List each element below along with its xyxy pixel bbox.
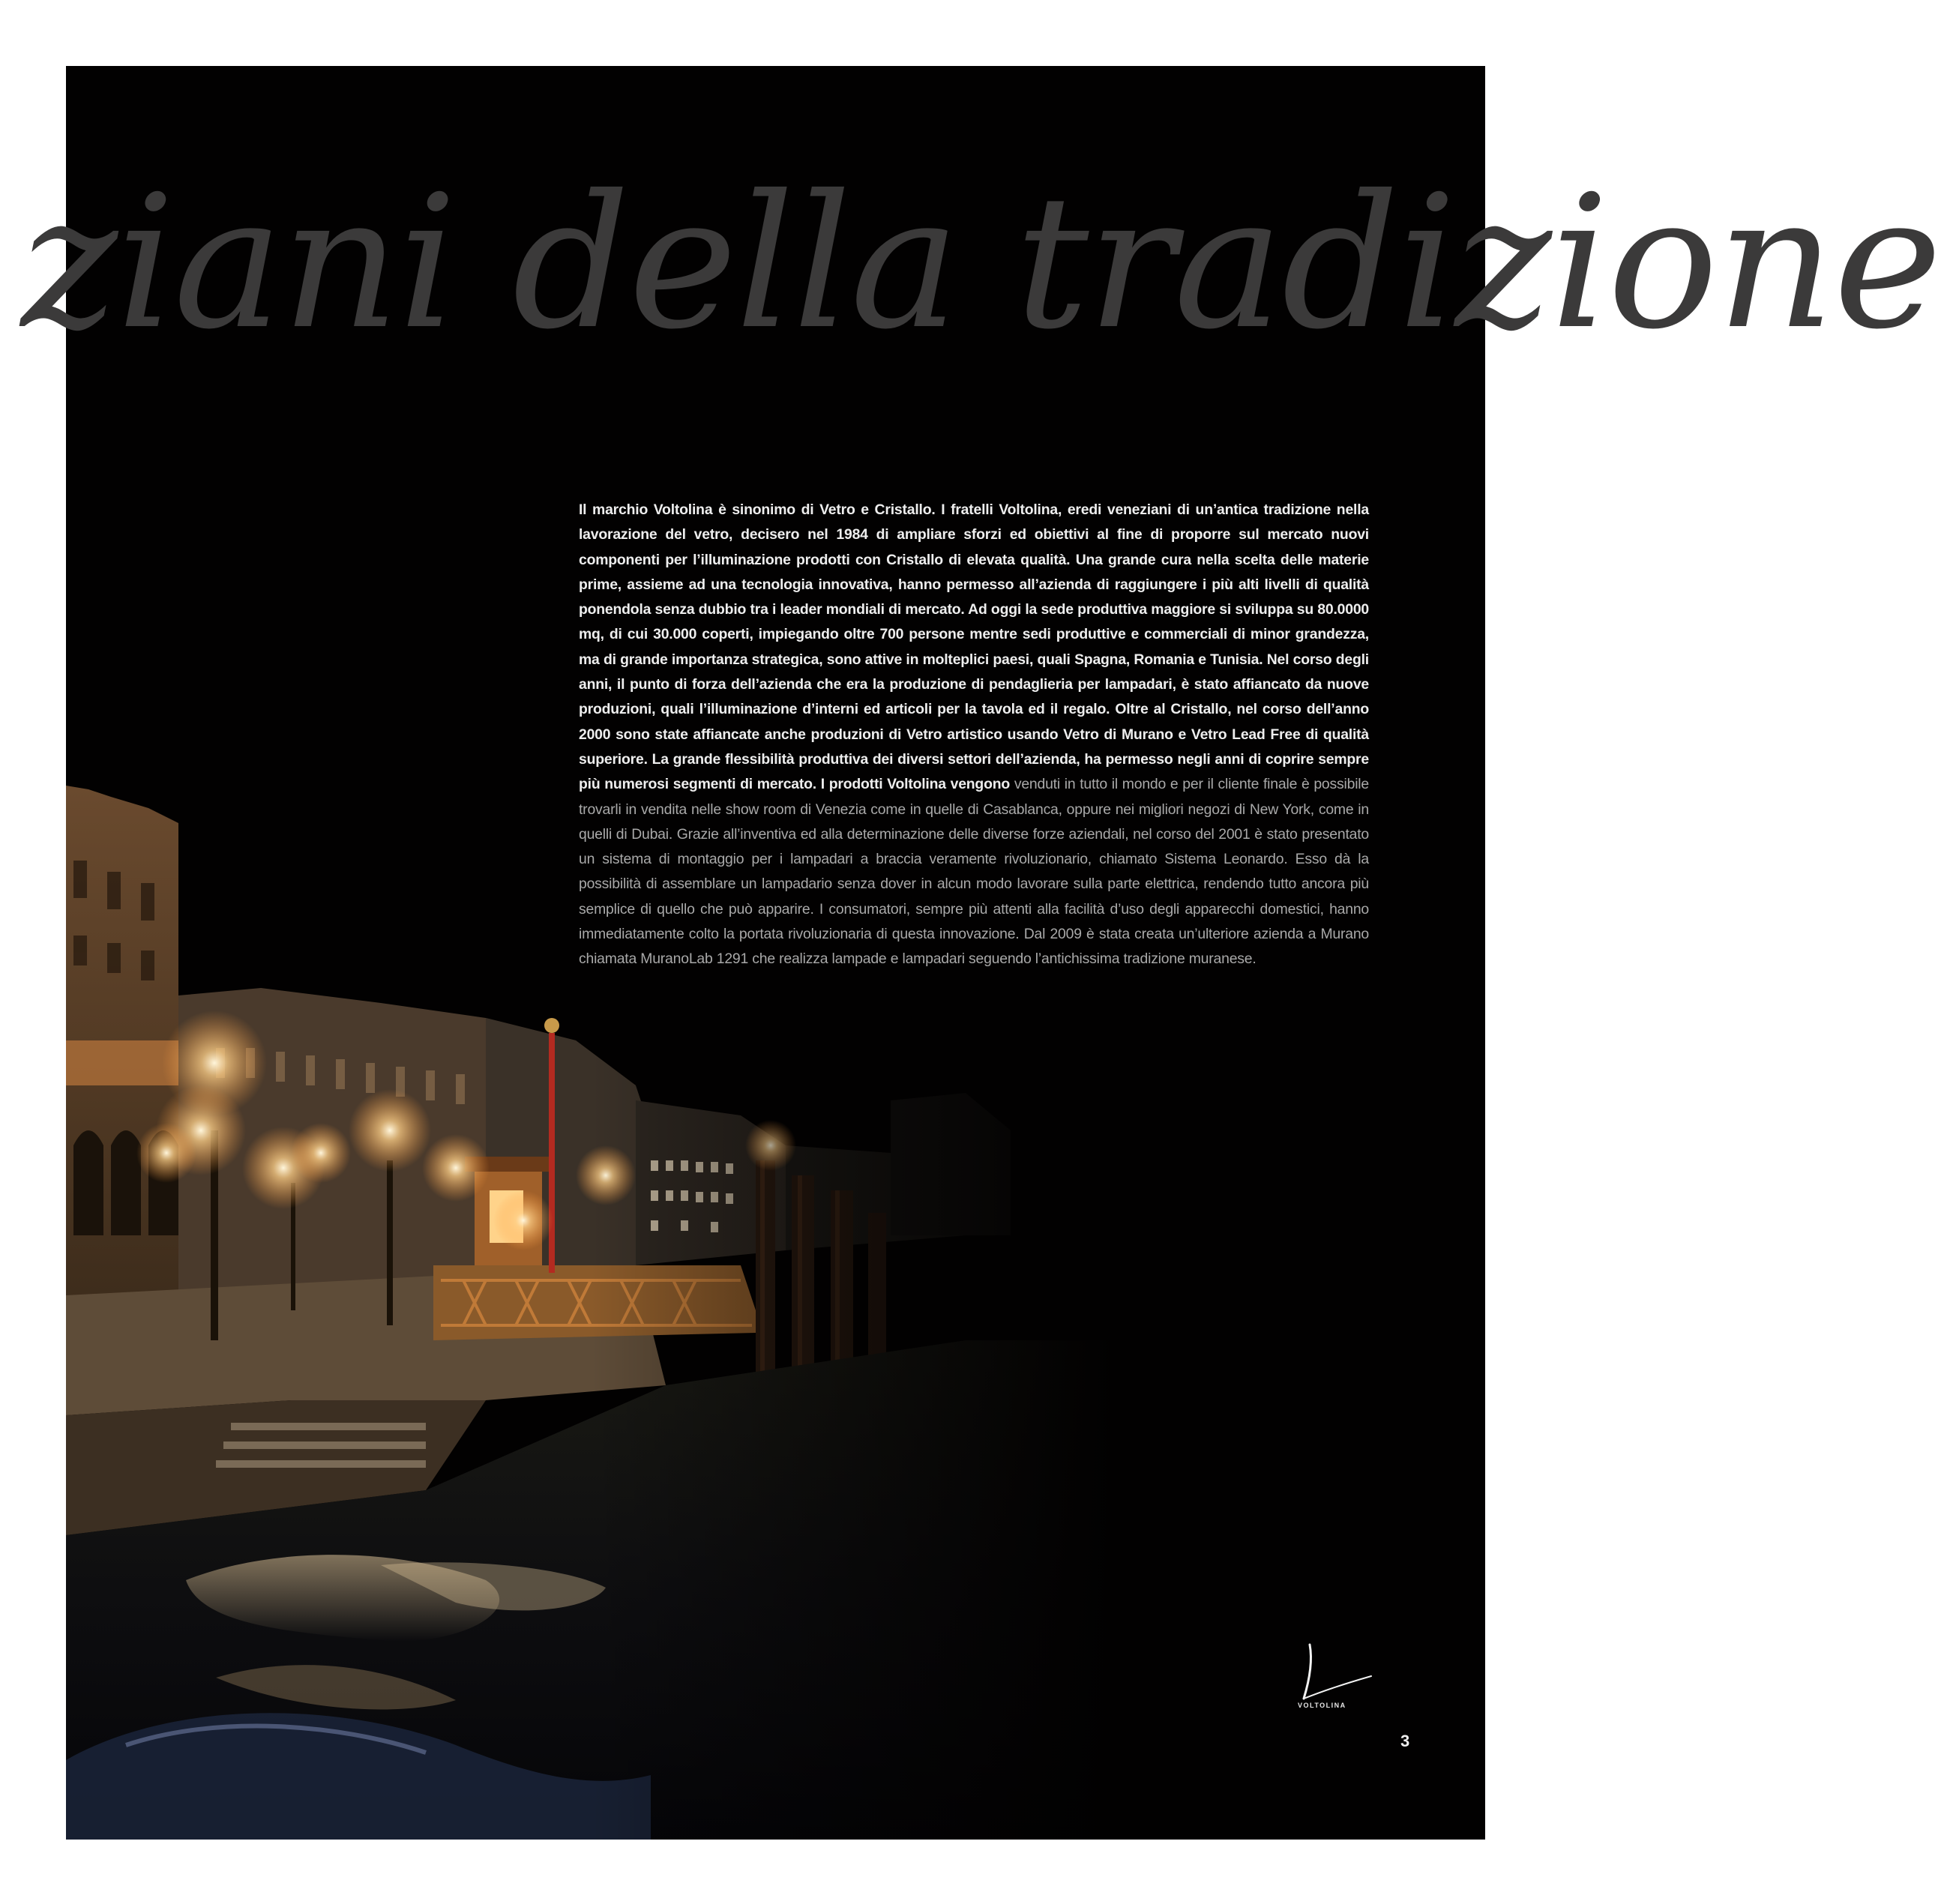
- page-number: 3: [1400, 1732, 1410, 1750]
- brand-wordmark: VOLTOLINA: [1298, 1702, 1346, 1709]
- intro-paragraph: [579, 498, 1369, 972]
- brochure-page: [21, 66, 1941, 1840]
- voltolina-logo-icon: [1296, 1640, 1379, 1708]
- paragraph-light-part: venduti in tutto il mondo e per il cliente finale è possibile trovarli in vendita nelle show room di Venezia come in quelle di Casablanca, oppure nei migliori negozi di New York, come in quelli di Dubai. Grazie all’inventiva ed alla determinazione delle diverse forze aziendali, nel corso del 2001 è stato presentato un sistema di montaggio per i lampadari a braccia veramente rivoluzionario, chiamato Sistema Leonardo. Esso dà la possibilità di assemblare un lampadario senza dover in alcun modo lavorare sulla parte elettrica, rendendo tutto ancora più semplice di quello che può apparire. I consumatori, sempre più attenti alla facilità d’uso degli apparecchi domestici, hanno immediatamente colto la portata rivoluzionaria di questa innovazione. Dal 2009 è stata creata un’ulteriore azienda a Murano chiamata MuranoLab 1291 che realizza lampade e lampadari seguendo l’antichissima tradizione muranese.: [579, 776, 1369, 968]
- paragraph-emphasized-part: Il marchio Voltolina è sinonimo di Vetro e Cristallo. I fratelli Voltolina, eredi veneziani di un’antica tradizione nella lavorazione del vetro, decisero nel 1984 di ampliare sforzi ed obiettivi al fine di proporre sul mercato nuovi componenti per l’illuminazione prodotti con Cristallo di elevata qualità. Una grande cura nella scelta delle materie prime, assieme ad una tecnologia innovativa, hanno permesso all’azienda di raggiungere i più alti livelli di qualità ponendola senza dubbio tra i leader mondiali di mercato. Ad oggi la sede produttiva maggiore si sviluppa su 80.0000 mq, di cui 30.000 coperti, impiegando oltre 700 persone mentre sedi produttive e commerciali di minor grandezza, ma di grande importanza strategica, sono attive in molteplici paesi, quali Spagna, Romania e Tunisia. Nel corso degli anni, il punto di forza dell’azienda che era la produzione di pendaglieria per lampadari, è stato affiancato da nuove produzioni, quali l’illuminazione d’interni ed articoli per la tavola ed il regalo. Oltre al Cristallo, nel corso dell’anno 2000 sono state affiancate anche produzioni di Vetro artistico usando Vetro di Murano e Vetro Lead Free di qualità superiore. La grande flessibilità produttiva dei diversi settori dell’azienda, ha permesso negli anni di coprire sempre più numerosi segmenti di mercato. I prodotti Voltolina vengono: [579, 501, 1369, 793]
- headline-script: ziani della tradizione: [21, 156, 1941, 370]
